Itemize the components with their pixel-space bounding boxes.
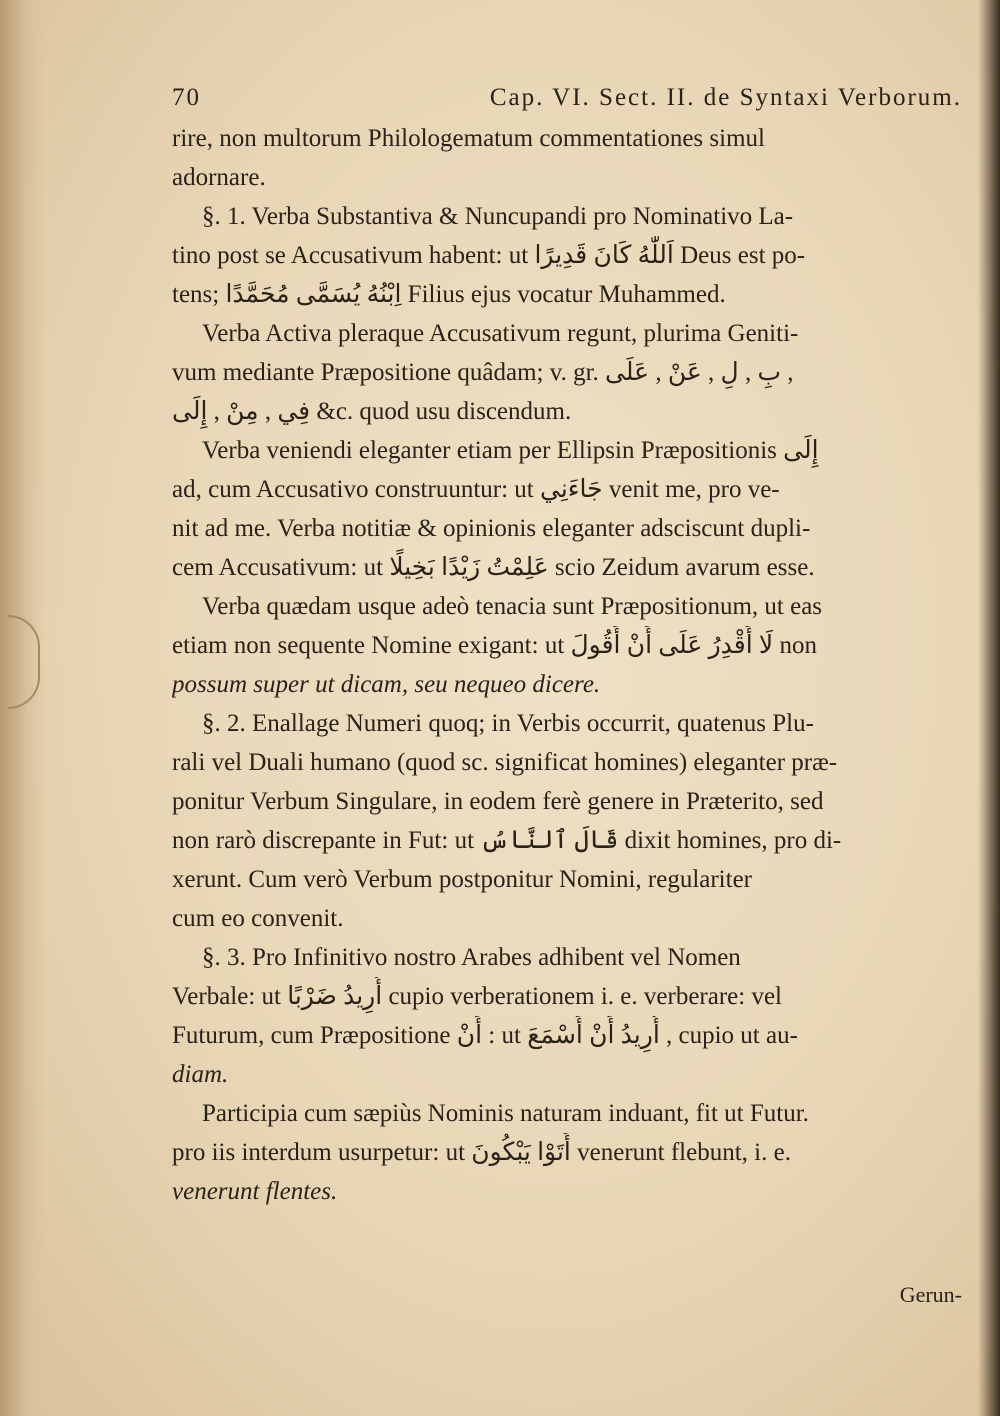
text-line: §. 2. Enallage Numeri quoq; in Verbis occurrit, quatenus Plu- [202,710,814,737]
text-line: tino post se Accusativum habent: ut اَللّٰهُ كَانَ قَدِيرًا Deus est po- [172,242,806,269]
text-line: vum mediante Præpositione quâdam; v. gr. بِ , لِ , عَنْ , عَلَى , [172,359,794,386]
text-line: فِي , مِنْ , إِلَى &c. quod usu discendum. [172,398,572,425]
text-line: Verba quædam usque adeò tenacia sunt Præpositionum, ut eas [202,593,823,620]
text-line: nit ad me. Verba notitiæ & opinionis eleganter adsciscunt dupli- [172,515,811,542]
text-line: Verbale: ut أُرِيدُ ضَرْبًا cupio verberationem i. e. verberare: vel [172,983,782,1010]
text-line: rali vel Duali humano (quod sc. significat homines) eleganter præ- [172,749,838,776]
text-line: §. 1. Verba Substantiva & Nuncupandi pro Nominativo La- [202,203,794,230]
running-head [172,78,962,117]
text-block [172,78,962,1211]
text-line: rire, non multorum Philologematum commentationes simul [172,125,765,152]
running-title: Cap. VI. Sect. II. de Syntaxi Verborum. [489,84,962,111]
text-line: possum super ut dicam, seu nequeo dicere. [172,671,601,698]
text-line: cem Accusativum: ut عَلِمْتُ زَيْدًا بَخِيلًا scio Zeidum avarum esse. [172,554,815,581]
text-line: etiam non sequente Nomine exigant: ut لَا أَقْدِرُ عَلَى أَنْ أَقُولَ non [172,632,817,659]
page-gutter [0,0,46,1416]
text-line: Verba Activa pleraque Accusativum regunt, plurima Geniti- [202,320,799,347]
text-line: ponitur Verbum Singulare, in eodem ferè genere in Præterito, sed [172,788,824,815]
text-line: cum eo convenit. [172,905,344,932]
text-line: Participia cum sæpiùs Nominis naturam induant, fit ut Futur. [202,1100,809,1127]
text-line: pro iis interdum usurpetur: ut أَتَوْا يَبْكُونَ venerunt flebunt, i. e. [172,1139,791,1166]
page-number: 70 [172,84,201,111]
text-line: non rarò discrepante in Fut: ut قَالَ ٱلنَّاسُ dixit homines, pro di- [172,827,842,854]
text-line: tens; اِبْنُهُ يُسَمَّى مُحَمَّدًا Filius ejus vocatur Muhammed. [172,281,726,308]
text-line: ad, cum Accusativo construuntur: ut جَاءَنِي venit me, pro ve- [172,476,780,503]
text-line: Futurum, cum Præpositione أَنْ : ut أُرِيدُ أَنْ أَسْمَعَ , cupio ut au- [172,1022,798,1049]
text-line: adornare. [172,164,266,191]
page-edge-shadow [978,0,1000,1416]
text-line: Verba veniendi eleganter etiam per Ellipsin Præpositionis إِلَى [202,437,819,464]
text-line: venerunt flentes. [172,1178,338,1205]
text-line: §. 3. Pro Infinitivo nostro Arabes adhibent vel Nomen [202,944,741,971]
text-line: diam. [172,1061,229,1088]
text-line: xerunt. Cum verò Verbum postponitur Nomini, regulariter [172,866,752,893]
catchword: Gerun- [899,1282,962,1307]
